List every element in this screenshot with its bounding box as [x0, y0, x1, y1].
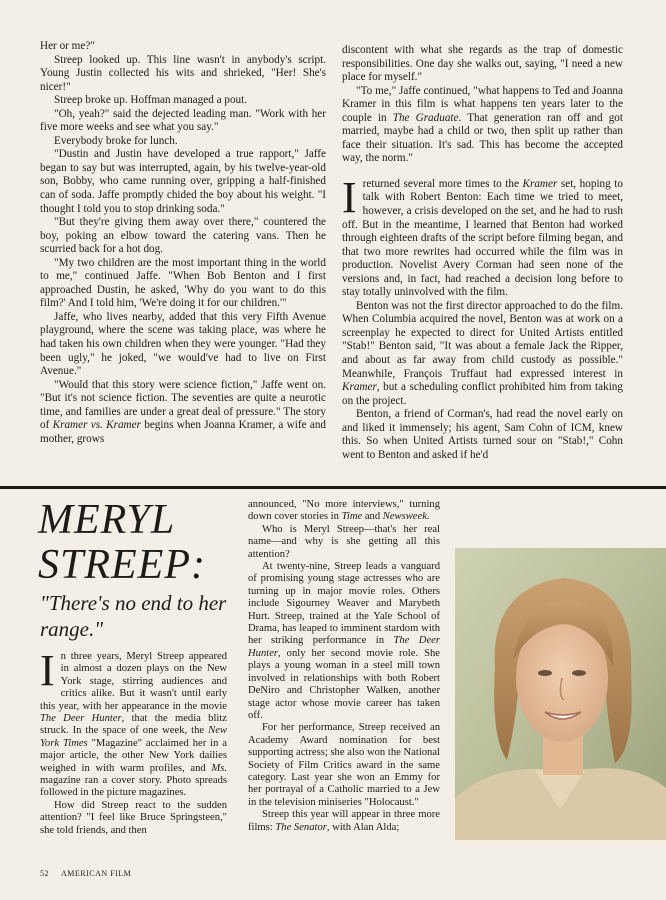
portrait-photo	[455, 548, 666, 840]
paragraph: "My two children are the most important thing in the world to me," continued Jaffe. "When Bob Benton and I first approached Dustin, he asked, 'Why do you want to do this film?' And I told him, 'We're doing it for our children.'"	[40, 256, 326, 310]
paragraph: How did Streep react to the sudden attention? "I feel like Bruce Springsteen," she told friends, and then	[40, 799, 227, 836]
paragraph: Jaffe, who lives nearby, added that this very Fifth Avenue playground, where the scene was taking place, was where he had taken his own children when they were younger. "Had they been ugly," he joked, "we would've had to live on First Avenue."	[40, 310, 326, 378]
paragraph: Streep this year will appear in three more films: The Senator, with Alan Alda;	[248, 809, 440, 833]
paragraph: "But they're giving them away over there," countered the boy, poking an elbow toward the catering vans. Then he scurried back for a hot dog.	[40, 216, 326, 256]
paragraph: Streep looked up. This line wasn't in anybody's script. Young Justin collected his wits and shrieked, "Her! She's nicer!"	[40, 53, 326, 93]
paragraph: At twenty-nine, Streep leads a vanguard of promising young stage actresses who are turning up in major movie roles. Others include Sigourney Weaver and Marybeth Hurt. Streep, trained at the Yale School of Drama, has leaped to imminent stardom with her striking performance in The Deer Hunter, only her second movie role. She plays a young woman in a steel mill town involved in relationships with both Robert DeNiro and Christopher Walken, another stage actor whose movie career has taken off.	[248, 561, 440, 721]
page-number: 52	[40, 869, 49, 878]
feature-column-1	[40, 646, 227, 837]
drop-cap: I	[40, 646, 55, 695]
paragraph: Streep broke up. Hoffman managed a pout.	[54, 94, 248, 107]
paragraph: Her or me?"	[40, 40, 95, 52]
feature-tagline: "There's no end to her range."	[40, 591, 227, 641]
paragraph: Benton was not the first director approached to do the film. When Columbia acquired the novel, Benton was at work on a screenplay he expected to direct for United Artists entitled "Stab!" Benton said, "It was about a female Jack the Ripper, and about as far away from child custody as possible." Meanwhile, François Truffaut had expressed interest in Kramer, but a scheduling conflict prohibited him from taking on the project.	[342, 299, 623, 407]
paragraph: "Dustin and Justin have developed a true rapport," Jaffe began to say but was interrupted, again, by his twelve-year-old son, Bobby, who came running over, gripping a half-finished can of soda. Jaffe promptly chided the boy about his weight. "I thought I told you to stop drinking soda."	[40, 148, 326, 215]
paragraph: Who is Meryl Streep—that's her real name—and why is she getting all this attention?	[248, 523, 440, 560]
paragraph: For her performance, Streep received an Academy Award nomination for best supporting actress; she also won the National Society of Film Critics award in the same category. Last year she won an Emmy for her portrayal of a Catholic married to a Jew in the television miniseries "Holocaust."	[248, 722, 440, 808]
feature-title: MERYL STREEP:	[38, 497, 206, 588]
section-divider	[0, 486, 666, 489]
drop-cap: I	[342, 172, 357, 222]
paragraph: "Oh, yeah?" said the dejected leading man. "Work with her five more weeks and see what you say."	[40, 107, 326, 134]
paragraph: "Would that this story were science fiction," Jaffe went on. "But it's not science fiction. The seventies are quite a neurotic time, and families are under a great deal of pressure." The story of Kramer vs. Kramer begins when Joanna Kramer, a wife and mother, grows	[40, 378, 327, 445]
paragraph: In three years, Meryl Streep appeared in almost a dozen plays on the New York stage, stirring audiences and critics alike. But it wasn't until early this year, with her appearance in the movie The Deer Hunter, that the media blitz struck. In the space of one week, the New York Times "Magazine" acclaimed her in a major article, the other New York dailies weighed in with warm profiles, and Ms. magazine ran a cover story. Photo spreads followed in the picture magazines.	[40, 646, 227, 799]
article-column-1	[40, 40, 326, 446]
article-column-2	[342, 44, 623, 462]
paragraph: Benton, a friend of Corman's, had read the novel early on and liked it immensely; his agent, Sam Cohn of ICM, knew this. So when United Artists turned sour on "Stab!," Cohn went to Benton and asked if he'd	[342, 408, 623, 461]
page-footer	[40, 869, 143, 878]
paragraph: "To me," Jaffe continued, "what happens to Ted and Joanna Kramer in this film is what happens ten years later to the couple in The Graduate. That generation ran off and got married, maybe had a child or two, then split up rather than face their situation. It's sad. This has become the accepted way, the norm."	[342, 84, 623, 165]
publication-name: AMERICAN FILM	[61, 869, 132, 878]
paragraph: announced, "No more interviews," turning down cover stories in Time and Newsweek.	[248, 499, 440, 523]
paragraph: Everybody broke for lunch.	[54, 134, 178, 147]
paragraph: discontent with what she regards as the trap of domestic responsibilities. One day she walks out, saying, "I need a new place for myself."	[342, 44, 623, 84]
feature-column-2	[248, 499, 440, 834]
paragraph: I returned several more times to the Kramer set, hoping to talk with Robert Benton: Each time we tried to meet, however, a crisis developed on the set, and he had to rush off. But in the meantime, I learned that Benton had worked through eighteen drafts of the script before filming began, and that two more rewrites had occurred while the film was in production. Novelist Avery Corman had seen none of the versions and, in fact, had reached a decision long before to stay totally uninvolved with the film.	[342, 172, 623, 299]
